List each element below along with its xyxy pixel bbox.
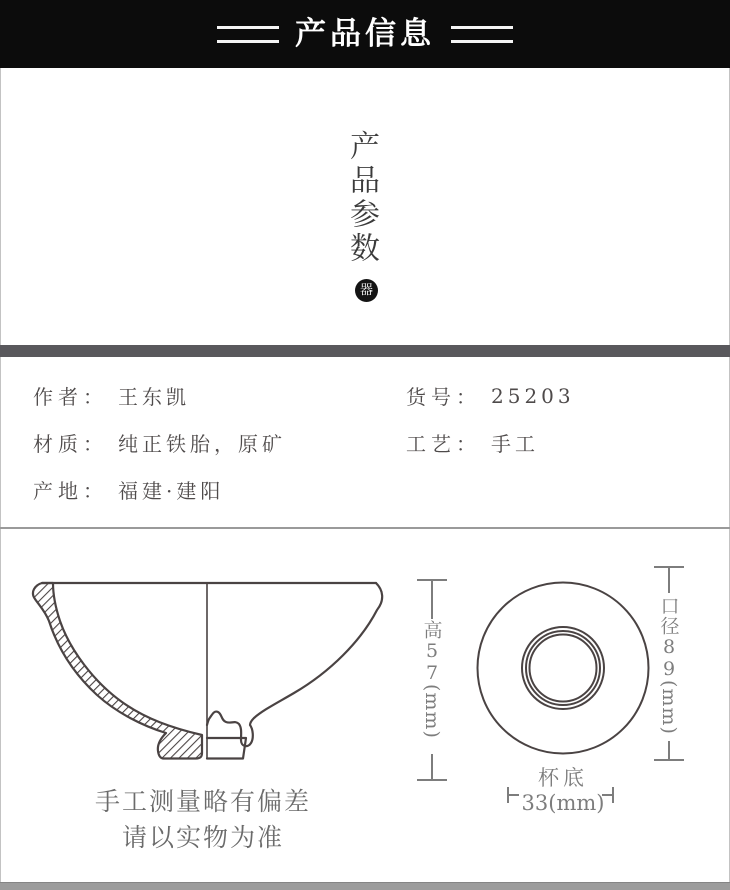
banner-left-rule (217, 26, 279, 43)
seal-stamp (355, 279, 378, 302)
spec-value: 25203 (491, 383, 575, 408)
inner-ring-middle (526, 631, 600, 705)
dim-prefix: 高 (420, 620, 443, 640)
spec-label: 作者： (33, 385, 108, 409)
spec-value: 手工 (491, 432, 539, 456)
spec-value: 纯正铁胎，原矿 (118, 432, 286, 456)
spec-row-material (33, 419, 286, 466)
spec-row-item-number (406, 372, 575, 419)
spec-row-author (33, 372, 286, 419)
bowl-sectioned-wall (33, 583, 202, 759)
spec-label: 工艺： (406, 432, 481, 456)
measurement-note (48, 784, 358, 856)
section-divider-dark (0, 345, 730, 357)
seal-character: 器 (359, 283, 373, 298)
base-label-text: 杯底 (538, 766, 588, 790)
mouth-diameter-label (649, 596, 689, 742)
spec-label: 产地： (33, 479, 108, 503)
inner-ring-inner (530, 635, 597, 702)
section-title-vertical: 产品参数 (344, 130, 379, 266)
outer-rim-circle (478, 583, 649, 754)
spec-column-right (406, 372, 575, 466)
spec-label: 货号： (406, 385, 481, 409)
dim-number: 57 (421, 640, 443, 684)
spec-label: 材质： (33, 432, 108, 456)
dim-prefix: 口径 (657, 596, 680, 636)
inner-ring-outer (522, 627, 604, 709)
dim-unit: (mm) (658, 680, 680, 735)
bottom-bar (0, 882, 730, 890)
cup-top-view-drawing (478, 583, 649, 754)
base-diameter-label (500, 766, 626, 816)
bowl-cross-section-drawing (33, 583, 382, 759)
banner (0, 0, 730, 68)
base-label-value: 33(mm) (521, 791, 605, 815)
measurement-note-line2: 请以实物为准 (121, 823, 284, 852)
dim-number: 89 (658, 636, 680, 680)
dim-unit: (mm) (421, 684, 443, 739)
height-dimension-label (412, 620, 452, 754)
spec-row-origin (33, 466, 286, 513)
spec-value: 福建·建阳 (118, 479, 225, 503)
banner-right-rule (451, 26, 513, 43)
measurement-note-line1: 手工测量略有偏差 (94, 787, 311, 816)
bowl-exterior-profile (207, 583, 382, 746)
spec-value: 王东凯 (118, 385, 190, 409)
spec-row-craft (406, 419, 575, 466)
banner-title: 产品信息 (295, 15, 435, 52)
spec-column-left (33, 372, 286, 513)
